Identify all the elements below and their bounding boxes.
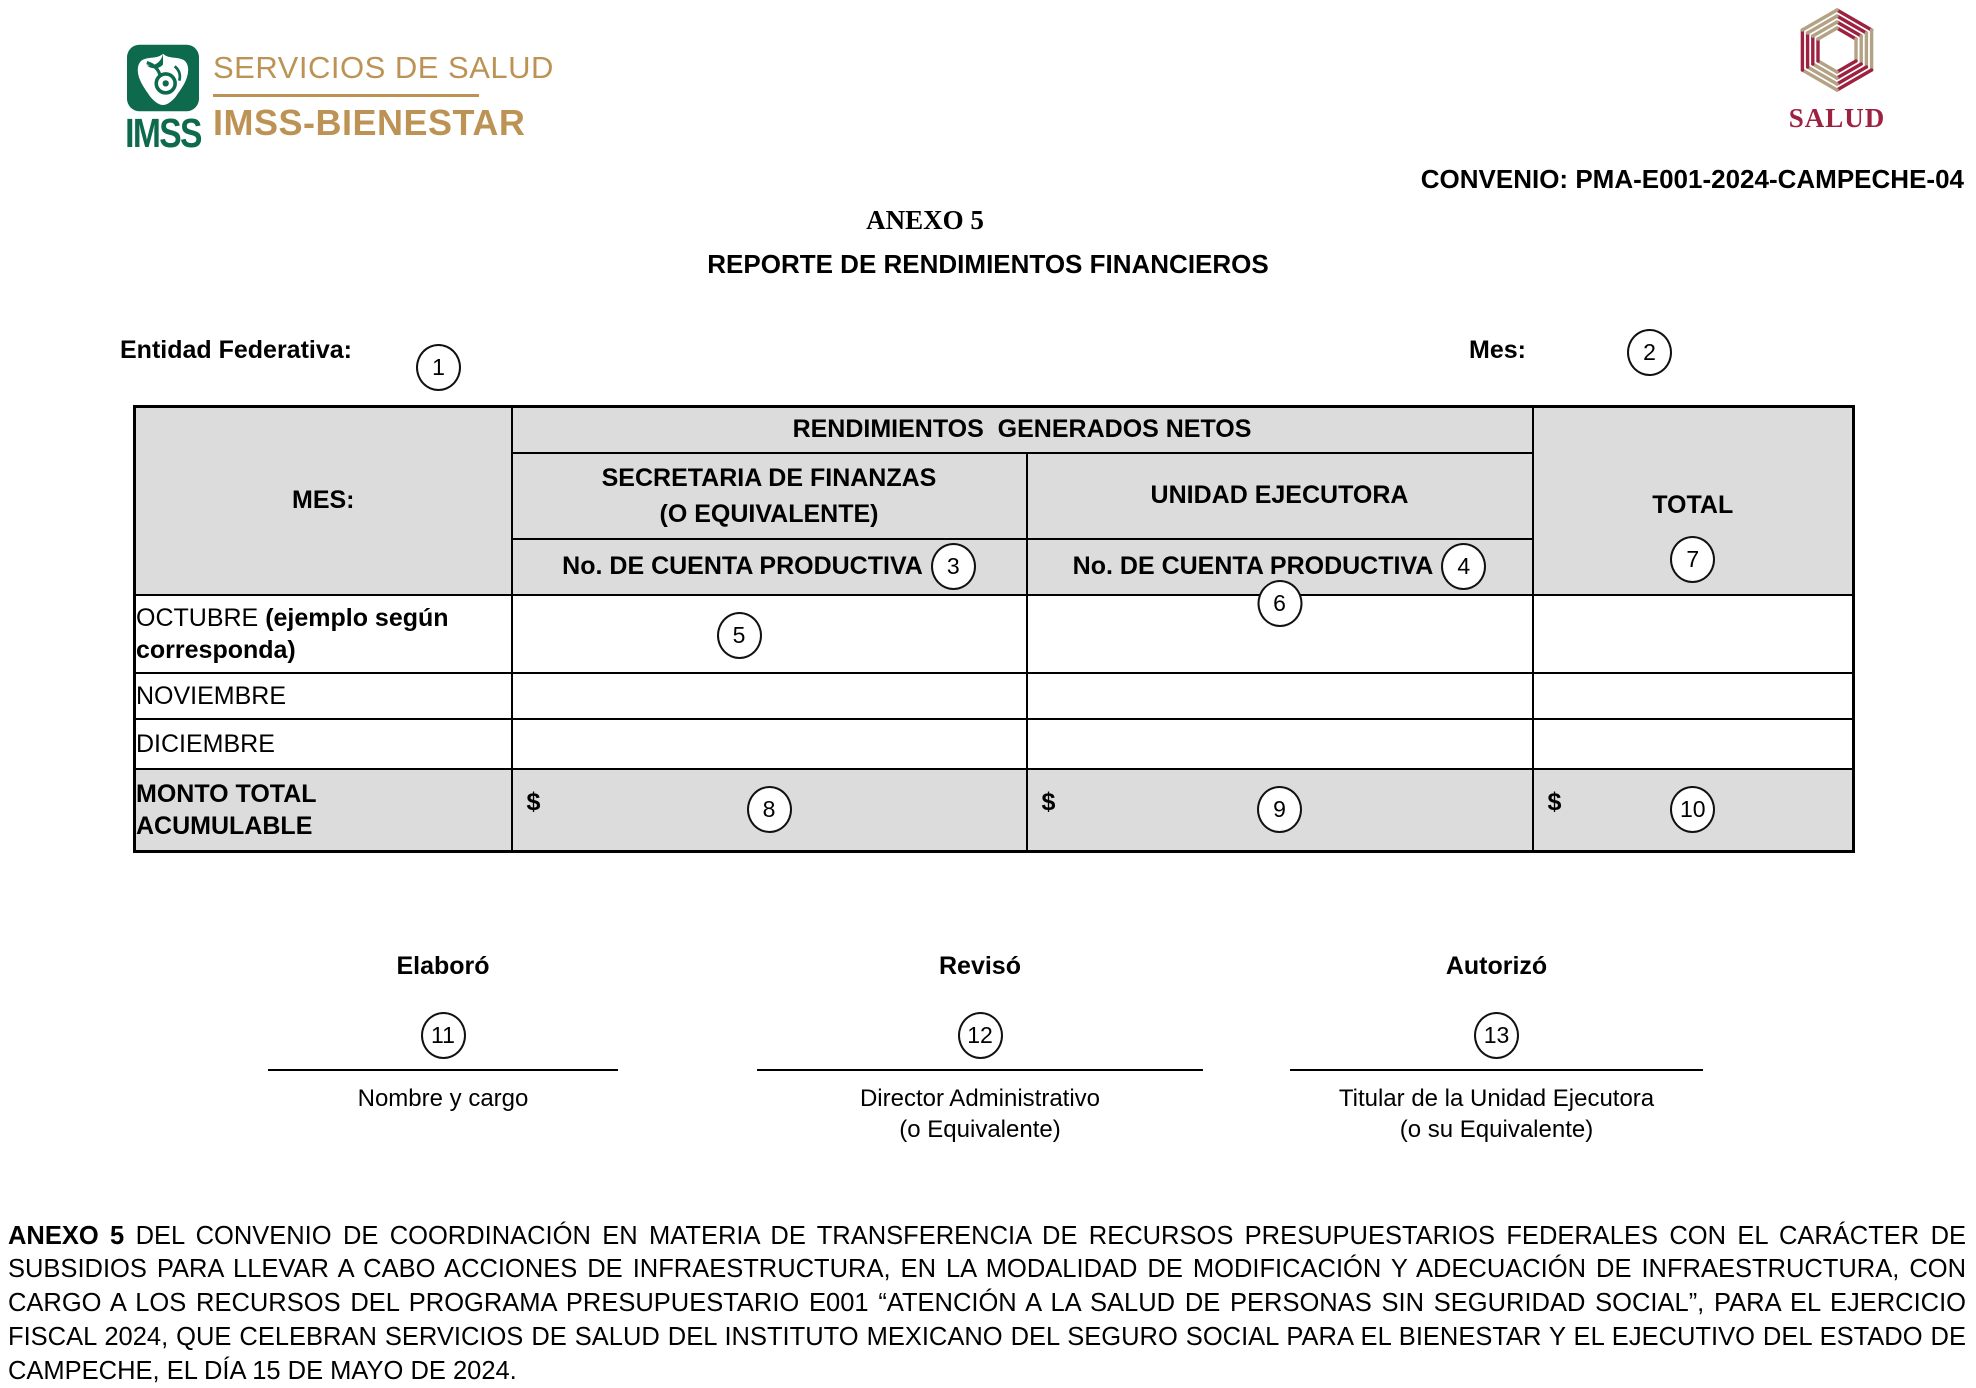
cell-monto-ue[interactable] — [1027, 769, 1533, 852]
salud-logo-icon — [1787, 4, 1887, 96]
cell-octubre-total[interactable] — [1533, 595, 1854, 673]
footer-lead: ANEXO 5 — [8, 1222, 124, 1250]
octubre-text: OCTUBRE — [136, 604, 265, 632]
autorizo-signature-line[interactable] — [1290, 1069, 1703, 1071]
report-title: REPORTE DE RENDIMIENTOS FINANCIEROS — [0, 249, 1976, 280]
ref-circle-13[interactable]: 13 — [1474, 1012, 1519, 1059]
ref-circle-1[interactable]: 1 — [416, 344, 461, 391]
financial-yields-table — [133, 405, 1855, 853]
ref-circle-7[interactable]: 7 — [1670, 536, 1715, 583]
elaboro-signature-line[interactable] — [268, 1069, 618, 1071]
cell-diciembre-total[interactable] — [1533, 719, 1854, 769]
currency-symbol-ue: $ — [1042, 788, 1056, 817]
autorizo-caption2: (o su Equivalente) — [1290, 1114, 1703, 1145]
header-cuenta-productiva-sf — [512, 539, 1027, 595]
monto-total-line1: MONTO TOTAL — [136, 778, 511, 810]
entity-label: Entidad Federativa: — [120, 336, 352, 365]
ref-circle-4[interactable]: 4 — [1441, 543, 1486, 590]
ref-circle-11[interactable]: 11 — [421, 1012, 466, 1059]
services-de-salud-text: SERVICIOS DE SALUD — [213, 50, 481, 86]
month-label: Mes: — [1469, 336, 1526, 365]
currency-symbol-sf: $ — [527, 788, 541, 817]
ref-circle-10[interactable]: 10 — [1670, 786, 1715, 833]
convenio-code: CONVENIO: PMA-E001-2024-CAMPECHE-04 — [1421, 164, 1964, 195]
header-unidad-ejecutora: UNIDAD EJECUTORA — [1027, 453, 1533, 539]
salud-wordmark: SALUD — [1779, 103, 1895, 134]
signature-block-autorizo — [1290, 952, 1703, 1145]
ref-circle-3[interactable]: 3 — [931, 543, 976, 590]
gold-divider — [213, 94, 479, 97]
cell-octubre-ue[interactable] — [1027, 595, 1533, 673]
octubre-note: (ejemplo según corresponda) — [136, 604, 449, 664]
total-header-text: TOTAL — [1652, 491, 1733, 520]
row-label-noviembre — [135, 673, 512, 719]
cell-noviembre-total[interactable] — [1533, 673, 1854, 719]
signature-block-elaboro — [268, 952, 618, 1114]
cell-diciembre-sf[interactable] — [512, 719, 1027, 769]
cell-diciembre-ue[interactable] — [1027, 719, 1533, 769]
salud-logo-block — [1779, 4, 1895, 134]
row-label-monto-total — [135, 769, 512, 852]
reviso-title: Revisó — [757, 952, 1203, 981]
header-secretaria-finanzas — [512, 453, 1027, 539]
account-label-ue: No. DE CUENTA PRODUCTIVA — [1073, 552, 1434, 581]
reviso-caption1: Director Administrativo — [757, 1083, 1203, 1114]
currency-symbol-total: $ — [1548, 788, 1562, 817]
signature-block-reviso — [757, 952, 1203, 1145]
noviembre-text: NOVIEMBRE — [136, 682, 286, 710]
secretaria-line1: SECRETARIA DE FINANZAS — [513, 460, 1026, 496]
imss-logo-icon — [127, 41, 199, 115]
cell-monto-total[interactable] — [1533, 769, 1854, 852]
account-label-sf: No. DE CUENTA PRODUCTIVA — [562, 552, 923, 581]
ref-circle-6[interactable]: 6 — [1257, 580, 1302, 627]
elaboro-title: Elaboró — [268, 952, 618, 981]
cell-noviembre-sf[interactable] — [512, 673, 1027, 719]
footer-legal-note — [8, 1220, 1966, 1388]
ref-circle-9[interactable]: 9 — [1257, 786, 1302, 833]
reviso-signature-line[interactable] — [757, 1069, 1203, 1071]
row-label-diciembre — [135, 719, 512, 769]
elaboro-caption1: Nombre y cargo — [268, 1083, 618, 1114]
secretaria-line2: (O EQUIVALENTE) — [513, 496, 1026, 532]
header-rendimientos-netos: RENDIMIENTOS GENERADOS NETOS — [512, 407, 1533, 453]
monto-total-line2: ACUMULABLE — [136, 810, 511, 842]
cell-monto-sf[interactable] — [512, 769, 1027, 852]
cell-octubre-sf[interactable] — [512, 595, 1027, 673]
ref-circle-12[interactable]: 12 — [958, 1012, 1003, 1059]
imss-bienestar-lockup — [213, 50, 481, 144]
autorizo-title: Autorizó — [1290, 952, 1703, 981]
header-mes: MES: — [135, 407, 512, 595]
header-total — [1533, 407, 1854, 595]
ref-circle-8[interactable]: 8 — [747, 786, 792, 833]
imss-bienestar-text: IMSS-BIENESTAR — [213, 102, 481, 144]
annex-title: ANEXO 5 — [0, 205, 1850, 236]
autorizo-caption1: Titular de la Unidad Ejecutora — [1290, 1083, 1703, 1114]
reviso-caption2: (o Equivalente) — [757, 1114, 1203, 1145]
row-label-octubre — [135, 595, 512, 673]
cell-noviembre-ue[interactable] — [1027, 673, 1533, 719]
imss-wordmark: IMSS — [124, 110, 201, 157]
ref-circle-2[interactable]: 2 — [1627, 329, 1672, 376]
diciembre-text: DICIEMBRE — [136, 730, 275, 758]
footer-body: DEL CONVENIO DE COORDINACIÓN EN MATERIA DE TRANSFERENCIA DE RECURSOS PRESUPUESTARIOS FEDERALES CON EL CARÁCTER DE SUBSIDIOS PARA LLEVAR A CABO ACCIONES DE INFRAESTRUCTURA, EN LA MODALIDAD DE MODIFICACIÓN Y ADECUACIÓN DE INFRAESTRUCTURA, CON CARGO A LOS RECURSOS DEL PROGRAMA PRESUPUESTARIO E001 “ATENCIÓN A LA SALUD DE PERSONAS SIN SEGURIDAD SOCIAL”, PARA EL EJERCICIO FISCAL 2024, QUE CELEBRAN SERVICIOS DE SALUD DEL INSTITUTO MEXICANO DEL SEGURO SOCIAL PARA EL BIENESTAR Y EL EJECUTIVO DEL ESTADO DE CAMPECHE, EL DÍA 15 DE MAYO DE 2024. — [8, 1222, 1966, 1385]
ref-circle-5[interactable]: 5 — [717, 612, 762, 659]
